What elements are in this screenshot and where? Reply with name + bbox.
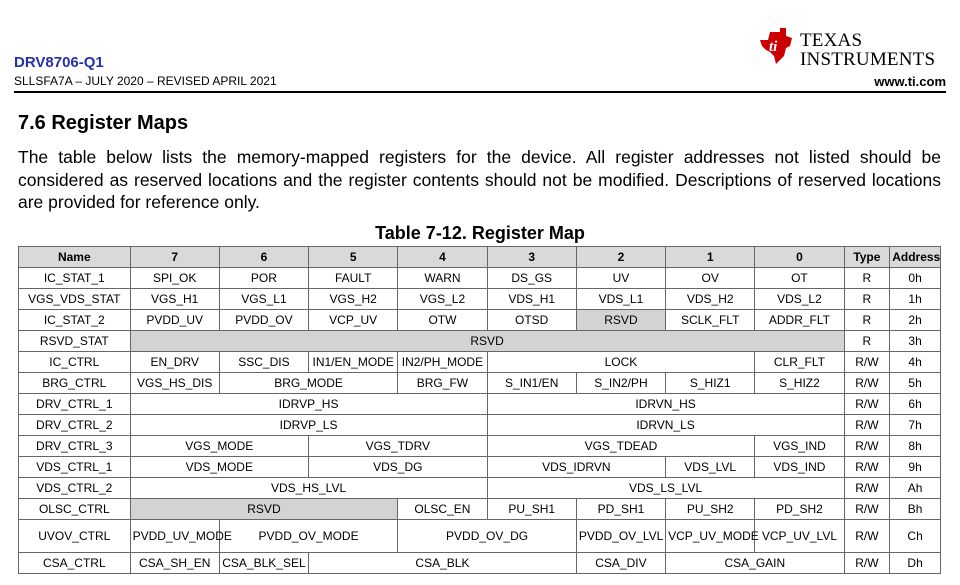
bit-field: VCP_UV_MODE <box>666 520 755 553</box>
bit-field: PD_SH1 <box>576 499 665 520</box>
reserved-bit-field: RSVD <box>576 310 665 331</box>
bit-field: CSA_DIV <box>576 553 665 574</box>
section-intro: The table below lists the memory-mapped registers for the device. All register addresses not listed should be considered as reserved locations and the register contents should not be modified. Descriptions of reserved locations are provided for reference only. <box>18 147 941 212</box>
ti-wordmark <box>800 31 935 69</box>
ti-logo-block <box>756 26 946 90</box>
bit-field: S_IN2/PH <box>576 373 665 394</box>
register-name: CSA_CTRL <box>19 553 131 574</box>
register-address: 8h <box>890 436 941 457</box>
header-divider <box>14 91 946 93</box>
register-name: DRV_CTRL_3 <box>19 436 131 457</box>
bit-field: VGS_H1 <box>130 289 219 310</box>
col-header-bit7: 7 <box>130 247 219 268</box>
bit-field: IN1/EN_MODE <box>309 352 398 373</box>
bit-field: VDS_LVL <box>666 457 755 478</box>
bit-field: OV <box>666 268 755 289</box>
document-revision: SLLSFA7A – JULY 2020 – REVISED APRIL 2021 <box>14 74 277 88</box>
register-type: R <box>844 310 890 331</box>
bit-field: S_HIZ2 <box>755 373 844 394</box>
register-type: R/W <box>844 415 890 436</box>
ti-wordmark-line1: TEXAS <box>800 30 863 51</box>
bit-field: VDS_H1 <box>487 289 576 310</box>
register-type: R <box>844 331 890 352</box>
col-header-bit3: 3 <box>487 247 576 268</box>
bit-field: CSA_BLK <box>309 553 577 574</box>
bit-field: PVDD_UV_MODE <box>130 520 219 553</box>
reserved-bit-field: RSVD <box>130 331 844 352</box>
bit-field: OT <box>755 268 844 289</box>
table-row <box>19 499 941 520</box>
register-address: 3h <box>890 331 941 352</box>
bit-field: IDRVN_HS <box>487 394 844 415</box>
register-address: 1h <box>890 289 941 310</box>
bit-field: VGS_L1 <box>219 289 308 310</box>
bit-field: PVDD_OV_MODE <box>219 520 398 553</box>
bit-field: IDRVN_LS <box>487 415 844 436</box>
bit-field: VGS_L2 <box>398 289 487 310</box>
bit-field: OTW <box>398 310 487 331</box>
bit-field: VDS_L1 <box>576 289 665 310</box>
register-name: DRV_CTRL_1 <box>19 394 131 415</box>
table-row <box>19 373 941 394</box>
table-row <box>19 415 941 436</box>
register-type: R/W <box>844 478 890 499</box>
register-type: R/W <box>844 352 890 373</box>
bit-field: ADDR_FLT <box>755 310 844 331</box>
col-header-bit2: 2 <box>576 247 665 268</box>
register-address: Ah <box>890 478 941 499</box>
table-header-row <box>19 247 941 268</box>
col-header-bit4: 4 <box>398 247 487 268</box>
reserved-bit-field: RSVD <box>130 499 398 520</box>
register-address: 6h <box>890 394 941 415</box>
bit-field: SSC_DIS <box>219 352 308 373</box>
register-type: R/W <box>844 394 890 415</box>
table-row <box>19 310 941 331</box>
bit-field: BRG_FW <box>398 373 487 394</box>
register-type: R/W <box>844 436 890 457</box>
bit-field: VDS_L2 <box>755 289 844 310</box>
bit-field: VGS_H2 <box>309 289 398 310</box>
bit-field: EN_DRV <box>130 352 219 373</box>
table-row <box>19 352 941 373</box>
bit-field: PVDD_OV_LVL <box>576 520 665 553</box>
section-title: 7.6 Register Maps <box>18 112 189 134</box>
svg-text:ti: ti <box>769 39 778 55</box>
bit-field: SCLK_FLT <box>666 310 755 331</box>
register-name: BRG_CTRL <box>19 373 131 394</box>
col-header-bit6: 6 <box>219 247 308 268</box>
register-address: Dh <box>890 553 941 574</box>
bit-field: S_IN1/EN <box>487 373 576 394</box>
table-row <box>19 289 941 310</box>
bit-field: POR <box>219 268 308 289</box>
register-type: R/W <box>844 499 890 520</box>
document-header <box>14 54 277 89</box>
bit-field: PVDD_UV <box>130 310 219 331</box>
register-type: R <box>844 268 890 289</box>
register-name: VDS_CTRL_2 <box>19 478 131 499</box>
col-header-bit0: 0 <box>755 247 844 268</box>
register-address: Bh <box>890 499 941 520</box>
bit-field: PU_SH1 <box>487 499 576 520</box>
register-address: 9h <box>890 457 941 478</box>
table-row <box>19 553 941 574</box>
bit-field: VCP_UV_LVL <box>755 520 844 553</box>
bit-field: FAULT <box>309 268 398 289</box>
table-row <box>19 331 941 352</box>
bit-field: VDS_MODE <box>130 457 309 478</box>
bit-field: WARN <box>398 268 487 289</box>
website-link[interactable]: www.ti.com <box>874 74 946 89</box>
register-name: RSVD_STAT <box>19 331 131 352</box>
bit-field: VDS_IDRVN <box>487 457 666 478</box>
bit-field: OLSC_EN <box>398 499 487 520</box>
register-type: R/W <box>844 373 890 394</box>
register-address: 7h <box>890 415 941 436</box>
bit-field: CSA_SH_EN <box>130 553 219 574</box>
register-map-table <box>18 246 941 574</box>
register-address: 4h <box>890 352 941 373</box>
bit-field: LOCK <box>487 352 755 373</box>
bit-field: SPI_OK <box>130 268 219 289</box>
col-header-type: Type <box>844 247 890 268</box>
col-header-bit1: 1 <box>666 247 755 268</box>
register-name: IC_CTRL <box>19 352 131 373</box>
register-address: 2h <box>890 310 941 331</box>
bit-field: PD_SH2 <box>755 499 844 520</box>
register-type: R/W <box>844 520 890 553</box>
register-address: Ch <box>890 520 941 553</box>
table-row <box>19 520 941 553</box>
bit-field: CSA_BLK_SEL <box>219 553 308 574</box>
table-row <box>19 478 941 499</box>
bit-field: CLR_FLT <box>755 352 844 373</box>
bit-field: IDRVP_HS <box>130 394 487 415</box>
bit-field: IN2/PH_MODE <box>398 352 487 373</box>
document-title: DRV8706-Q1 <box>14 54 104 71</box>
bit-field: VDS_H2 <box>666 289 755 310</box>
bit-field: PU_SH2 <box>666 499 755 520</box>
bit-field: VDS_LS_LVL <box>487 478 844 499</box>
register-name: DRV_CTRL_2 <box>19 415 131 436</box>
table-row <box>19 436 941 457</box>
register-name: VGS_VDS_STAT <box>19 289 131 310</box>
ti-wordmark-line2: INSTRUMENTS <box>800 49 936 70</box>
bit-field: VCP_UV <box>309 310 398 331</box>
register-address: 5h <box>890 373 941 394</box>
bit-field: PVDD_OV <box>219 310 308 331</box>
bit-field: BRG_MODE <box>219 373 398 394</box>
register-name: OLSC_CTRL <box>19 499 131 520</box>
register-type: R <box>844 289 890 310</box>
register-name: IC_STAT_2 <box>19 310 131 331</box>
bit-field: OTSD <box>487 310 576 331</box>
bit-field: VGS_TDEAD <box>487 436 755 457</box>
register-name: VDS_CTRL_1 <box>19 457 131 478</box>
bit-field: UV <box>576 268 665 289</box>
register-type: R/W <box>844 553 890 574</box>
register-address: 0h <box>890 268 941 289</box>
col-header-name: Name <box>19 247 131 268</box>
table-row <box>19 457 941 478</box>
register-name: UVOV_CTRL <box>19 520 131 553</box>
bit-field: S_HIZ1 <box>666 373 755 394</box>
bit-field: VDS_HS_LVL <box>130 478 487 499</box>
col-header-address: Address <box>890 247 941 268</box>
bit-field: VDS_IND <box>755 457 844 478</box>
register-type: R/W <box>844 457 890 478</box>
bit-field: VGS_MODE <box>130 436 309 457</box>
bit-field: DS_GS <box>487 268 576 289</box>
ti-logo-icon <box>756 26 796 66</box>
bit-field: VGS_IND <box>755 436 844 457</box>
table-row <box>19 268 941 289</box>
table-caption: Table 7-12. Register Map <box>375 223 585 243</box>
bit-field: VGS_HS_DIS <box>130 373 219 394</box>
bit-field: PVDD_OV_DG <box>398 520 577 553</box>
bit-field: VDS_DG <box>309 457 488 478</box>
register-name: IC_STAT_1 <box>19 268 131 289</box>
bit-field: CSA_GAIN <box>666 553 845 574</box>
table-row <box>19 394 941 415</box>
bit-field: VGS_TDRV <box>309 436 488 457</box>
col-header-bit5: 5 <box>309 247 398 268</box>
bit-field: IDRVP_LS <box>130 415 487 436</box>
